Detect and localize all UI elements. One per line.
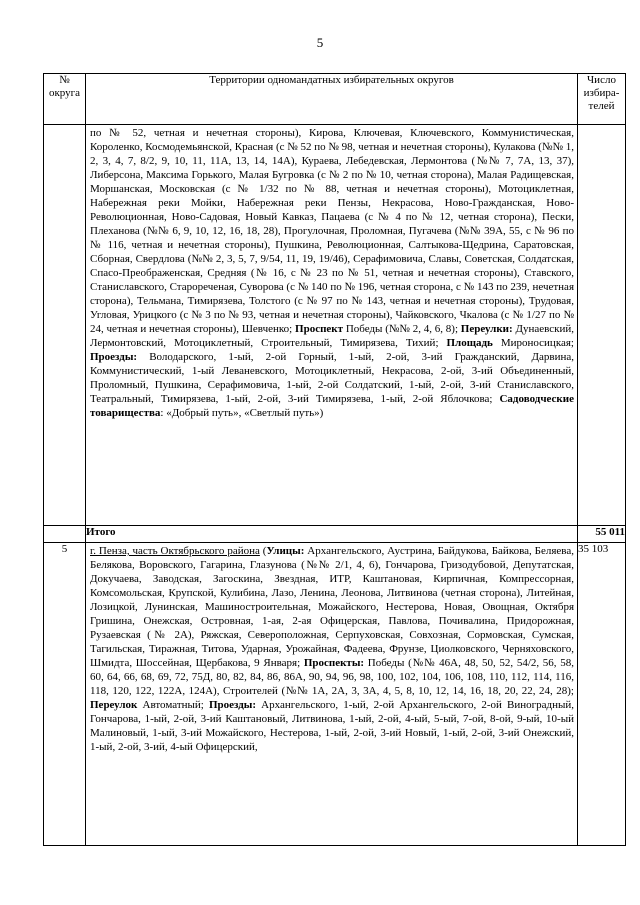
continued-text-run: : «Добрый путь», «Светлый путь»): [160, 407, 324, 419]
district-5-number: 5: [44, 543, 86, 846]
page-number: 5: [316, 35, 324, 50]
continued-text-run: Садоводческие товарищества: [90, 393, 574, 419]
district-5-text-run: Архангельского, 1-ый, 2-ой Архангельского, 2-ой Виноградный, Гончарова, 1-ый, 2-ой, 3-ий Каштановый, Литвинова, 1-ый, 2-ой, 4-ый, 5-ый, 7-ой, 8-ой, 9-ый, 10-ый Малиновый, 1-ый, 3-ий Можайского, Нестерова, 1-ый, 2-ой, 3-ий Новый, 1-ый, 2-ой, 3-ий Онежский, 1-ый, 2-ой, 3-ий, 4-ый Офицерский,: [90, 699, 575, 753]
table-header-row: [44, 74, 626, 125]
table-row-total: [44, 526, 626, 543]
district-5-territory-text: [90, 544, 574, 754]
header-district-number: № округа: [44, 74, 86, 125]
continued-voters-cell: [578, 125, 626, 526]
districts-table: [43, 73, 626, 846]
continued-text-run: Проезды:: [90, 351, 138, 363]
continued-territory-text: [90, 126, 574, 420]
district-5-text-run: (: [259, 545, 267, 557]
total-empty-cell: [44, 526, 86, 543]
district-5-territory-cell: [86, 543, 578, 846]
continued-text-run: Проспект: [295, 323, 344, 335]
district-5-area: г. Пенза, часть Октябрьского района: [90, 545, 260, 557]
continued-number-cell: [44, 125, 86, 526]
district-5-text-run: Переулок: [90, 699, 138, 711]
total-label: Итого: [86, 526, 578, 543]
continued-text-run: по № 52, четная и нечетная стороны), Кирова, Ключевая, Ключевского, Коммунистическая, Короленко, Космодемьянской, Красная (с № 52 по № 98, четная и нечетная стороны), Кулакова (№№ 1, 2, 3, 4, 7, 8/2, 9, 10, 11, 11А, 13, 14, 14А), Кураева, Лебедевская, Лермонтова (№№ 7, 7А, 13, 37), Либерсона, Максима Горького, Малая Бугровка (с № 2 по № 10, четная сторона), Малая Радищевская, Моршанская, Московская (с № 1/32 по № 88, четная и нечетная стороны), Мотоциклетная, Набережная реки Мойки, Набережная реки Пензы, Некрасова, Ново-Гражданская, Ново-Революционная, Ново-Садовая, Новый Кавказ, Пацаева (с № 4 по № 12, четная сторона), Пески, Плеханова (№№ 6, 9, 10, 12, 16, 18, 28), Прогулочная, Проломная, Пугачева (№№ 39А, 55, с № 96 по № 116, четная и нечетная стороны), Пушкина, Революционная, Салтыкова-Щедрина, Саратовская, Сборная, Свердлова (№№ 2, 3, 5, 7, 9/54, 11, 19, 19/46), Серафимовича, Славы, Советская, Солдатская, Спасо-Преображенская, Средняя (№ 16, с № 23 по № 51, четная и нечетная стороны), Ставского, Станиславского, Старореченая, Суворова (с № 140 по № 196, четная сторона, с № 143 по 239, нечетная сторона), Тельмана, Тимирязева, Толстого (с № 97 по № 143, четная и нечетная стороны), Трудовая, Угловая, Урицкого (с № 3 по № 93, четная и нечетная стороны), Чайковского, Чкалова (с № 1/27 по № 24, четная и нечетная стороны), Шевченко;: [90, 127, 574, 335]
district-5-voters: 35 103: [578, 543, 626, 846]
district-5-text-run: Проезды:: [208, 699, 257, 711]
district-5-text-run: Победы (№№ 46А, 48, 50, 52, 54/2, 56, 58, 60, 64, 66, 68, 69, 72, 75Д, 80, 82, 84, 86, 86А, 90, 94, 96, 98, 100, 102, 104, 106, 108, 110, 112, 114, 116, 118, 120, 122, 122А, 124А), Строителей (№№ 1А, 2А, 3, 3А, 4, 5, 8, 10, 12, 14, 16, 18, 20, 22, 24, 28);: [90, 657, 574, 697]
table-row-district-5: [44, 543, 626, 846]
continued-text-run: Дунаевский, Лермонтовский, Мотоциклетный, Строительный, Тимирязева, Тихий;: [90, 323, 574, 349]
header-territory: Территории одномандатных избирательных округов: [86, 74, 578, 125]
continued-territory-cell: [86, 125, 578, 526]
table-row-continued: [44, 125, 626, 526]
continued-text-run: Площадь: [446, 337, 493, 349]
total-value: 55 011: [578, 526, 626, 543]
continued-text-run: Мироносицкая;: [492, 337, 574, 349]
continued-text-run: Переулки:: [460, 323, 513, 335]
district-5-text-run: Автоматный;: [137, 699, 209, 711]
district-5-text-run: Улицы:: [266, 545, 305, 557]
district-5-text-run: Проспекты:: [303, 657, 365, 669]
continued-text-run: Володарского, 1-ый, 2-ой Горный, 1-ый, 2-ой, 3-ий Гражданский, Дарвина, Коммунистический, 1-ый Леваневского, Мотоциклетный, Некрасова, 2-ой, 3-ий Объединенный, Проломный, Пушкина, Серафимовича, 1-ый, 2-ой Солдатский, 1-ый, 2-ой, 3-ий Станиславского, Театральный, Тимирязева, 1-ый, 2-ой, 3-ий Тимирязева, 1-ый, 2-ой Яблочкова;: [90, 351, 574, 405]
continued-text-run: Победы (№№ 2, 4, 6, 8);: [343, 323, 461, 335]
district-5-text-run: Архангельского, Аустрина, Байдукова, Байкова, Беляева, Белякова, Воровского, Гагарина, Глазунова (№№ 2/1, 4, 6), Гончарова, Гризодубовой, Депутатская, Докучаева, Заводская, Загоскина, Звездная, ИТР, Каштановая, Кирпичная, Компрессорная, Комсомольская, Крупской, Кулибина, Лазо, Ленина, Леонова, Литвинова (четная сторона), Литейная, Лозицкой, Лунинская, Машиностроительная, Можайского, Нестерова, Новая, Овощная, Октября Гришина, Онежская, Островная, 1-ая, 2-ая Офицерская, Павлова, Почивалина, Придорожная, Рузаевская (№ 2А), Ряжская, Североположная, Серпуховская, Совхозная, Сормовская, Сумская, Тагильская, Тиражная, Титова, Ударная, Урожайная, Фадеева, Фрунзе, Циолковского, Черняховского, Шмидта, Шоссейная, Щербакова, 9 Января;: [90, 545, 574, 669]
header-voters: Число избира-телей: [578, 74, 626, 125]
